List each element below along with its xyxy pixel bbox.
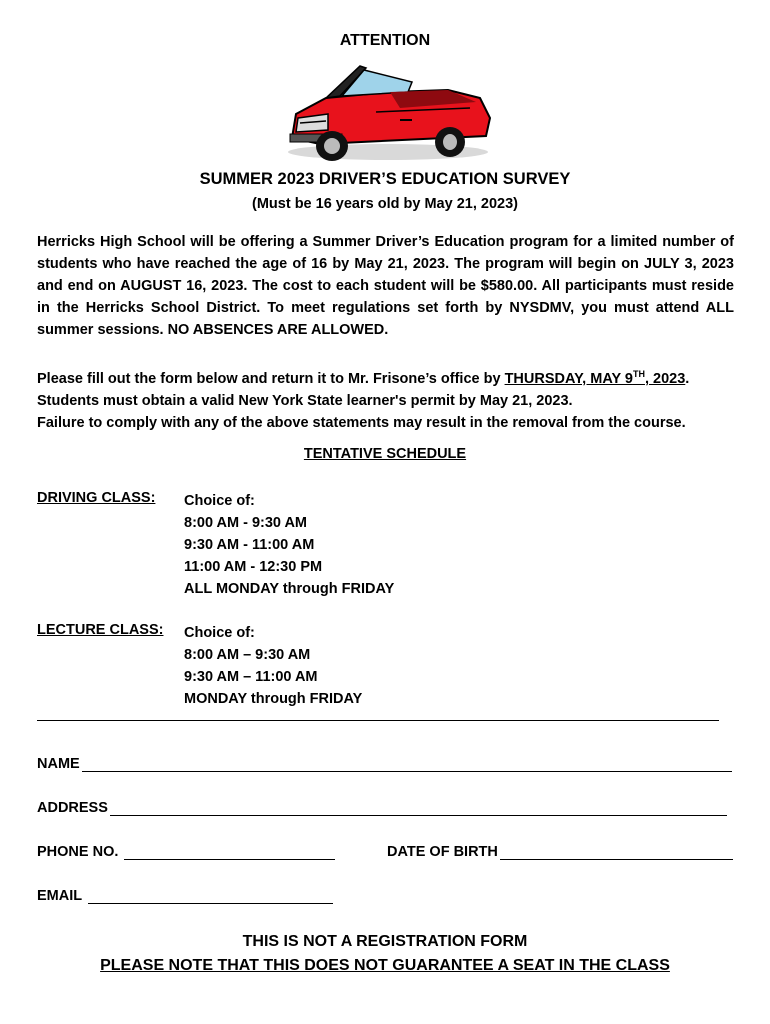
- list-item: MONDAY through FRIDAY: [184, 691, 363, 707]
- phone-field[interactable]: [37, 844, 335, 860]
- lecture-class-options: [184, 622, 362, 710]
- address-label: ADDRESS: [37, 800, 108, 816]
- list-item: Choice of:: [184, 625, 255, 641]
- not-registration-notice: THIS IS NOT A REGISTRATION FORM: [242, 933, 528, 950]
- email-input-line[interactable]: [88, 889, 333, 904]
- list-item: 8:00 AM – 9:30 AM: [184, 647, 311, 663]
- compliance-warning: Failure to comply with any of the above statements may result in the removal from the course.: [37, 414, 686, 431]
- permit-requirement: Students must obtain a valid New York State learner's permit by May 21, 2023.: [37, 392, 573, 409]
- program-description: Herricks High School will be offering a Summer Driver’s Education program for a limited number of students who have reached the age of 16 by May 21, 2023. The program will begin on JULY 3, 2023 and end on AUGUST 16, 2023. The cost to each student will be $580.00. All participants must reside in the Herricks School District. To meet regulations set forth by NYSDMV, you must attend ALL summer sessions. NO ABSENCES ARE ALLOWED.: [37, 234, 734, 338]
- list-item: 9:30 AM - 11:00 AM: [184, 537, 315, 553]
- email-label: EMAIL: [37, 888, 86, 904]
- schedule-heading: TENTATIVE SCHEDULE: [303, 446, 467, 462]
- return-instructions: Please fill out the form below and return it to Mr. Frisone’s office by THURSDAY, MAY 9TH, 2023.: [37, 369, 690, 387]
- date-of-birth-label: DATE OF BIRTH: [387, 844, 498, 860]
- list-item: 8:00 AM - 9:30 AM: [184, 515, 308, 531]
- name-input-line[interactable]: [82, 757, 732, 772]
- survey-title: SUMMER 2023 DRIVER’S EDUCATION SURVEY: [199, 170, 571, 188]
- address-input-line[interactable]: [110, 801, 727, 816]
- email-field[interactable]: [37, 888, 333, 904]
- age-requirement: (Must be 16 years old by May 21, 2023): [252, 196, 518, 212]
- list-item: Choice of:: [184, 493, 255, 509]
- deadline-date: THURSDAY, MAY 9TH, 2023: [504, 369, 686, 387]
- section-divider: [37, 704, 719, 721]
- date-of-birth-input-line[interactable]: [500, 845, 733, 860]
- list-item: ALL MONDAY through FRIDAY: [184, 581, 395, 597]
- list-item: 11:00 AM - 12:30 PM: [184, 559, 323, 575]
- name-label: NAME: [37, 756, 80, 772]
- address-field[interactable]: [37, 800, 727, 816]
- red-convertible-car-illustration: [280, 52, 496, 164]
- no-guarantee-notice: PLEASE NOTE THAT THIS DOES NOT GUARANTEE A SEAT IN THE CLASS: [100, 957, 670, 974]
- phone-label: PHONE NO.: [37, 844, 123, 860]
- driving-class-options: [184, 490, 394, 600]
- attention-heading: ATTENTION: [339, 32, 431, 49]
- date-of-birth-field[interactable]: [387, 844, 733, 860]
- phone-input-line[interactable]: [124, 845, 335, 860]
- name-field[interactable]: [37, 756, 732, 772]
- list-item: 9:30 AM – 11:00 AM: [184, 669, 318, 685]
- submission-notice: [37, 363, 747, 434]
- lecture-class-label: LECTURE CLASS:: [37, 622, 164, 638]
- driving-class-label: DRIVING CLASS:: [37, 490, 156, 506]
